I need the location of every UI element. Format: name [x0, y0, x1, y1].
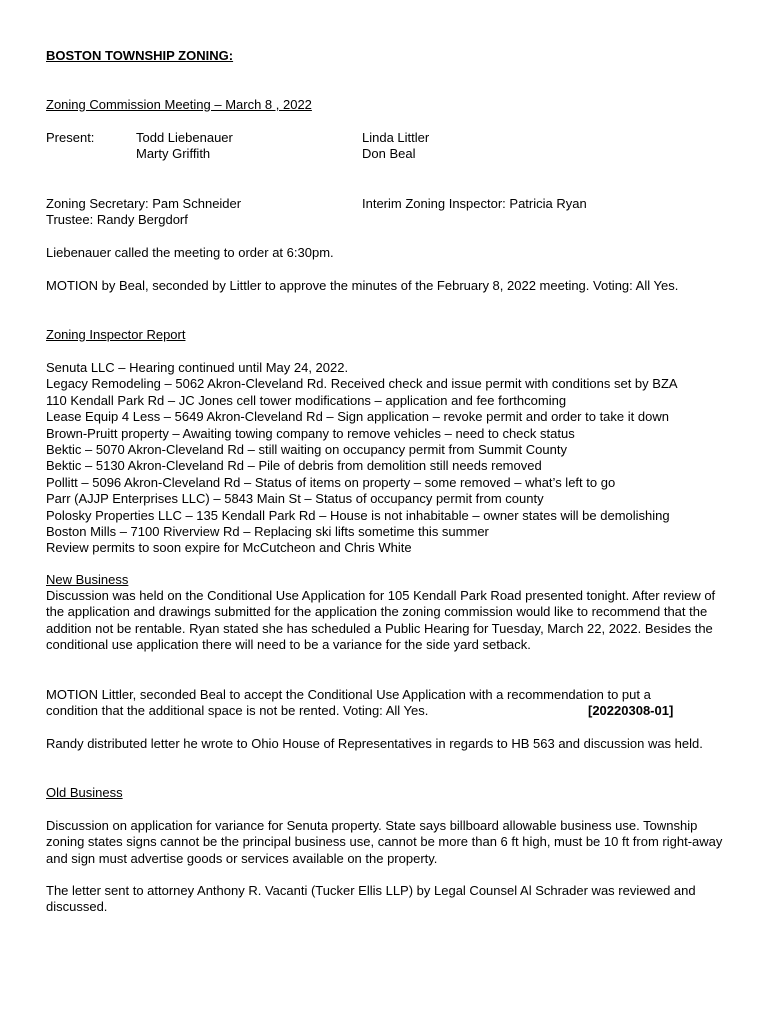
old-business-heading: Old Business — [46, 785, 123, 800]
new-business-text: Discussion was held on the Conditional Use Application for 105 Kendall Park Road presented tonight. After review of the application and drawings submitted for the application the zoning commission would like to recommend that the addition not be rentable. Ryan stated she has scheduled a Public Hearing for Tuesday, March 22, 2022. Besides the conditional use application there will need to be a variance for the side yard setback. — [46, 588, 716, 653]
old-business-text: Discussion on application for variance for Senuta property. State says billboard allowable business use. Township zoning states signs cannot be the principal business use, cannot be more than 6 ft high, must be 10 ft from right-away and sign must advertise goods or services available on the property. — [46, 818, 723, 866]
list-item: Senuta LLC – Hearing continued until May 24, 2022. — [46, 360, 349, 375]
interim-inspector: Interim Zoning Inspector: Patricia Ryan — [362, 196, 587, 211]
list-item: Bektic – 5130 Akron-Cleveland Rd – Pile of debris from demolition still needs removed — [46, 458, 542, 474]
attorney-letter: The letter sent to attorney Anthony R. Vacanti (Tucker Ellis LLP) by Legal Counsel Al Schrader was reviewed and discussed. — [46, 883, 696, 915]
present-member: Don Beal — [362, 146, 416, 161]
randy-letter: Randy distributed letter he wrote to Ohio House of Representatives in regards to HB 563 and discussion was held. — [46, 736, 703, 751]
present-member: Todd Liebenauer — [136, 130, 233, 145]
list-item: Bektic – 5070 Akron-Cleveland Rd – still waiting on occupancy permit from Summit County — [46, 442, 567, 458]
motion-conditional-line1: MOTION Littler, seconded Beal to accept the Conditional Use Application with a recommendation to put a — [46, 687, 651, 702]
call-to-order: Liebenauer called the meeting to order at 6:30pm. — [46, 245, 334, 260]
list-item: Pollitt – 5096 Akron-Cleveland Rd – Status of items on property – some removed – what’s left to go — [46, 474, 616, 490]
motion-reference-number: [20220308-01] — [588, 703, 674, 718]
list-item: 110 Kendall Park Rd – JC Jones cell tower modifications – application and fee forthcoming — [46, 392, 567, 408]
new-business-heading: New Business — [46, 572, 129, 587]
list-item: Brown-Pruitt property – Awaiting towing company to remove vehicles – need to check status — [46, 425, 575, 441]
zoning-secretary: Zoning Secretary: Pam Schneider — [46, 196, 242, 211]
present-member: Linda Littler — [362, 130, 430, 145]
list-item: Boston Mills – 7100 Riverview Rd – Replacing ski lifts sometime this summer — [46, 524, 489, 540]
document-heading: BOSTON TOWNSHIP ZONING: — [46, 48, 234, 63]
present-member: Marty Griffith — [136, 146, 211, 161]
list-item: Legacy Remodeling – 5062 Akron-Cleveland Rd. Received check and issue permit with conditions set by BZA — [46, 376, 678, 392]
inspector-report-heading: Zoning Inspector Report — [46, 327, 186, 342]
motion-conditional-line2: condition that the additional space is not be rented. Voting: All Yes. — [46, 703, 429, 718]
list-item: Lease Equip 4 Less – 5649 Akron-Cleveland Rd – Sign application – revoke permit and order to take it down — [46, 409, 669, 425]
list-item: Review permits to soon expire for McCutcheon and Chris White — [46, 540, 412, 556]
present-label: Present: — [46, 130, 95, 145]
trustee: Trustee: Randy Bergdorf — [46, 212, 188, 227]
list-item: Parr (AJJP Enterprises LLC) – 5843 Main St – Status of occupancy permit from county — [46, 491, 544, 507]
motion-minutes: MOTION by Beal, seconded by Littler to approve the minutes of the February 8, 2022 meeting. Voting: All Yes. — [46, 278, 679, 293]
meeting-title: Zoning Commission Meeting – March 8 , 2022 — [46, 97, 312, 112]
inspector-report-list — [46, 360, 678, 557]
list-item: Polosky Properties LLC – 135 Kendall Park Rd – House is not inhabitable – owner states will be demolishing — [46, 507, 670, 523]
